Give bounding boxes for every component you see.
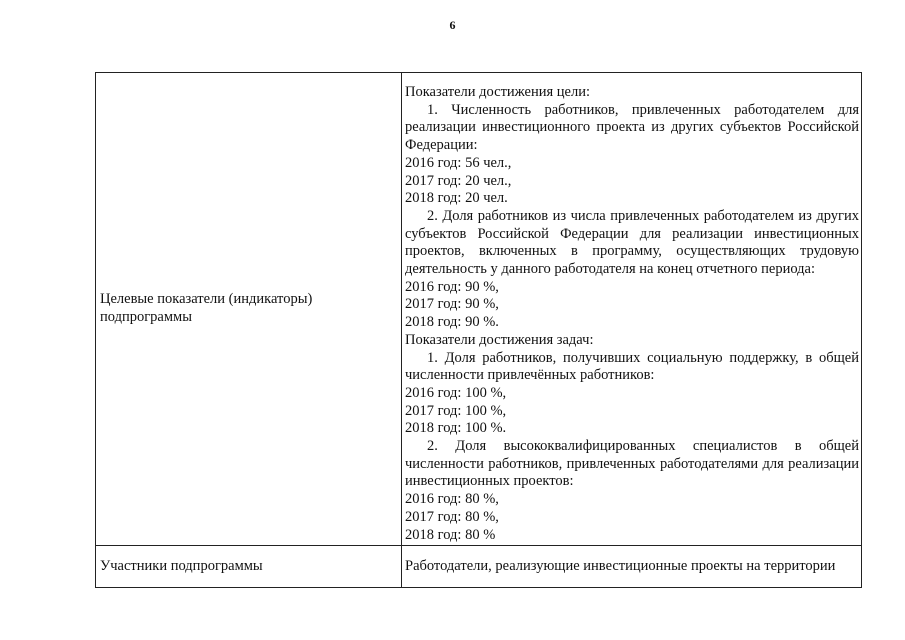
table-row-target-indicators <box>96 73 862 546</box>
task-indicator-1-value-2017: 2017 год: 100 %, <box>405 402 507 419</box>
task-indicator-2-value-2016: 2016 год: 80 %, <box>405 491 499 508</box>
participants-value: Работодатели, реализующие инвестиционные проекты на территории <box>402 546 862 588</box>
subprogram-passport-table <box>95 72 862 588</box>
task-indicator-1-value-2016: 2016 год: 100 %, <box>405 384 507 401</box>
goal-indicator-2-value-2018: 2018 год: 90 %. <box>405 314 499 331</box>
task-indicator-1-text: 1. Доля работников, получивших социальную поддержку, в общей численности привлечённых работников: <box>405 349 859 384</box>
goal-indicator-1-value-2018: 2018 год: 20 чел. <box>405 190 508 207</box>
task-indicator-2-value-2018: 2018 год: 80 % <box>405 526 496 543</box>
goal-indicator-1-value-2016: 2016 год: 56 чел., <box>405 154 512 171</box>
goal-indicator-2-text: 2. Доля работников из числа привлеченных работодателем из других субъектов Российской Федерации для реализации инвестиционных проектов, включенных в программу, осуществляющих трудовую деятельность у данного работодателя на конец отчетного периода: <box>405 207 859 278</box>
participants-label: Участники подпрограммы <box>96 546 402 588</box>
goal-indicator-2-value-2016: 2016 год: 90 %, <box>405 278 499 295</box>
target-indicators-label: Целевые показатели (индикаторы) подпрограммы <box>96 73 402 546</box>
goal-indicator-1-text: 1. Численность работников, привлеченных работодателем для реализации инвестиционного проекта из других субъектов Российской Федерации: <box>405 101 859 154</box>
goal-indicators-heading: Показатели достижения цели: <box>405 84 590 100</box>
page-number: 6 <box>449 18 456 32</box>
task-indicator-1-value-2018: 2018 год: 100 %. <box>405 420 507 437</box>
goal-indicator-1-value-2017: 2017 год: 20 чел., <box>405 172 512 189</box>
table-row-participants <box>96 546 862 588</box>
task-indicator-2-value-2017: 2017 год: 80 %, <box>405 508 499 525</box>
target-indicators-content <box>402 73 862 546</box>
goal-indicator-2-value-2017: 2017 год: 90 %, <box>405 296 499 313</box>
task-indicators-heading: Показатели достижения задач: <box>405 331 594 348</box>
task-indicator-2-text: 2. Доля высококвалифицированных специалистов в общей численности работников, привлеченных работодателями для реализации инвестиционных проектов: <box>405 438 859 490</box>
